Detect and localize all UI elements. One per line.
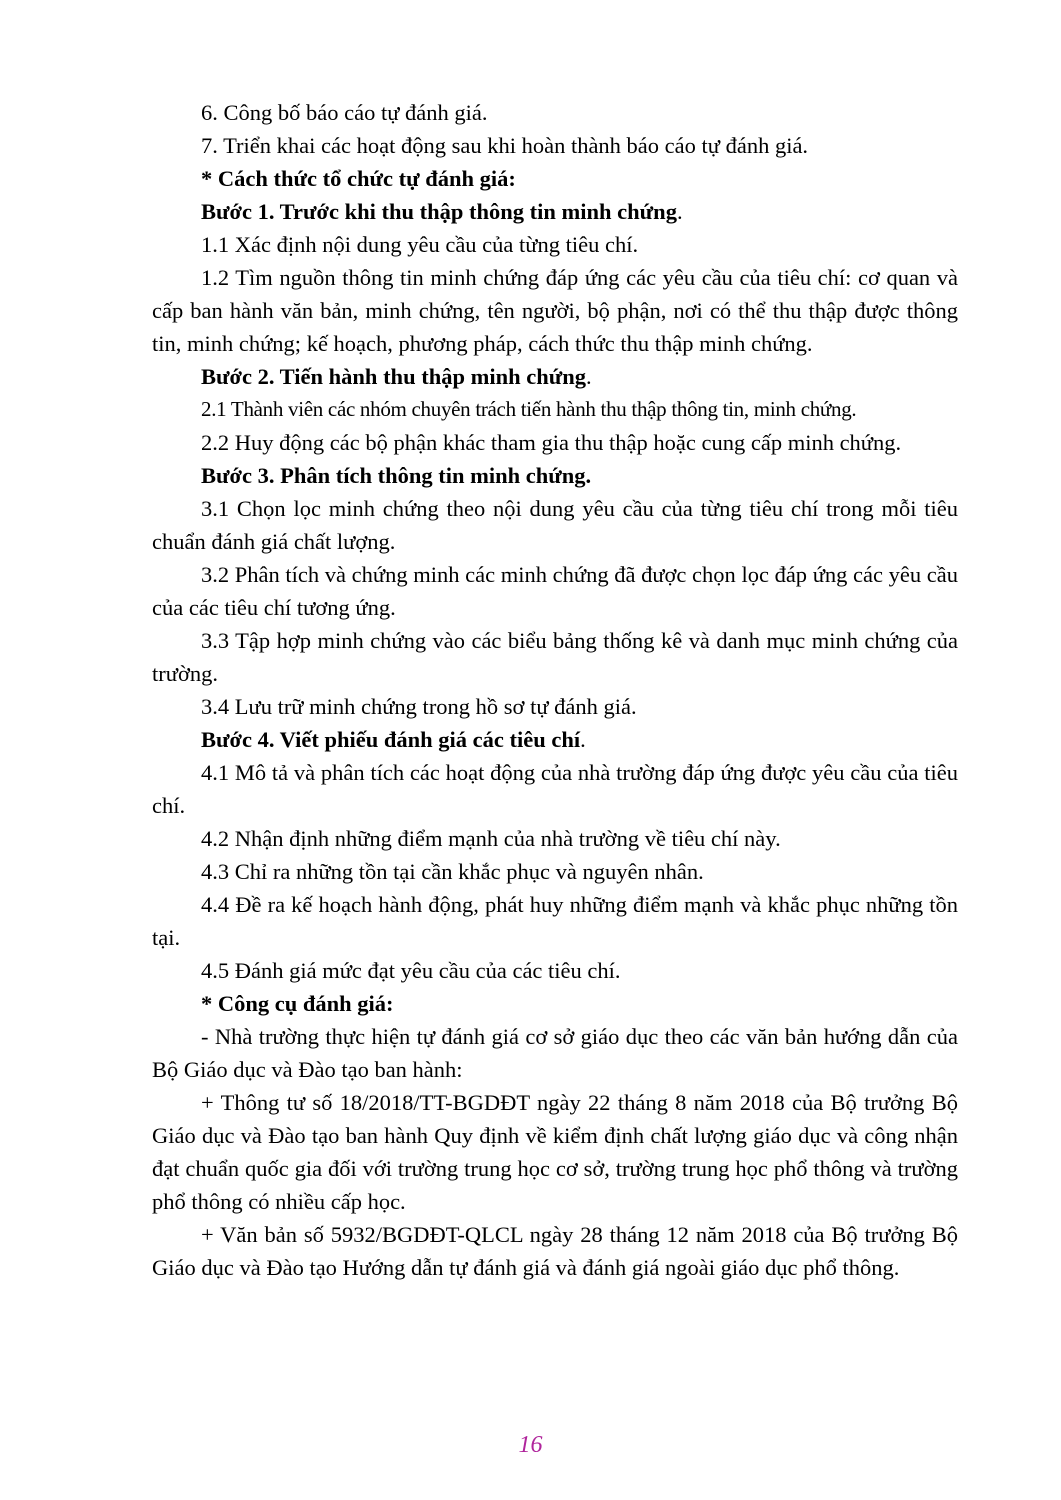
paragraph-1-1: 1.1 Xác định nội dung yêu cầu của từng tiêu chí. <box>201 232 639 257</box>
paragraph-item-7: 7. Triển khai các hoạt động sau khi hoàn thành báo cáo tự đánh giá. <box>201 133 809 158</box>
paragraph-1-2: 1.2 Tìm nguồn thông tin minh chứng đáp ứng các yêu cầu của tiêu chí: cơ quan và cấp ban hành văn bản, minh chứng, tên người, bộ phận, nơi có thể thu thập được thông tin, minh chứng; kế hoạch, phương pháp, cách thức thu thập minh chứng. <box>152 265 958 356</box>
section-heading-organization: * Cách thức tổ chức tự đánh giá: <box>201 166 516 191</box>
step-2-title: Bước 2. Tiến hành thu thập minh chứng <box>201 364 587 389</box>
paragraph-item-6: 6. Công bố báo cáo tự đánh giá. <box>201 100 488 125</box>
step-4-period: . <box>580 727 586 752</box>
step-1-heading <box>152 195 958 228</box>
paragraph-3-3: 3.3 Tập hợp minh chứng vào các biểu bảng thống kê và danh mục minh chứng của trường. <box>152 628 958 686</box>
paragraph-2-1: 2.1 Thành viên các nhóm chuyên trách tiến hành thu thập thông tin, minh chứng. <box>201 397 857 421</box>
paragraph-circular-18: + Thông tư số 18/2018/TT-BGDĐT ngày 22 tháng 8 năm 2018 của Bộ trưởng Bộ Giáo dục và Đào tạo ban hành Quy định về kiểm định chất lượng giáo dục và công nhận đạt chuẩn quốc gia đối với trường trung học cơ sở, trường trung học phổ thông và trường phổ thông có nhiều cấp học. <box>152 1090 958 1214</box>
document-body <box>152 96 958 1284</box>
step-4-title: Bước 4. Viết phiếu đánh giá các tiêu chí <box>201 727 581 752</box>
step-2-heading <box>152 360 958 393</box>
step-2-period: . <box>586 364 592 389</box>
paragraph-4-5: 4.5 Đánh giá mức đạt yêu cầu của các tiêu chí. <box>201 958 621 983</box>
step-1-title: Bước 1. Trước khi thu thập thông tin minh chứng <box>201 199 677 224</box>
paragraph-4-4: 4.4 Đề ra kế hoạch hành động, phát huy những điểm mạnh và khắc phục những tồn tại. <box>152 892 958 950</box>
page-number: 16 <box>518 1432 543 1458</box>
paragraph-document-5932: + Văn bản số 5932/BGDĐT-QLCL ngày 28 tháng 12 năm 2018 của Bộ trưởng Bộ Giáo dục và Đào tạo Hướng dẫn tự đánh giá và đánh giá ngoài giáo dục phổ thông. <box>152 1222 958 1280</box>
paragraph-tools-intro: - Nhà trường thực hiện tự đánh giá cơ sở giáo dục theo các văn bản hướng dẫn của Bộ Giáo dục và Đào tạo ban hành: <box>152 1024 958 1082</box>
step-3-heading: Bước 3. Phân tích thông tin minh chứng. <box>201 463 592 488</box>
paragraph-2-2: 2.2 Huy động các bộ phận khác tham gia thu thập hoặc cung cấp minh chứng. <box>201 430 902 455</box>
paragraph-4-2: 4.2 Nhận định những điểm mạnh của nhà trường về tiêu chí này. <box>201 826 781 851</box>
step-1-period: . <box>676 199 683 224</box>
step-4-heading <box>152 723 958 756</box>
paragraph-3-1: 3.1 Chọn lọc minh chứng theo nội dung yêu cầu của từng tiêu chí trong mỗi tiêu chuẩn đánh giá chất lượng. <box>152 496 958 554</box>
paragraph-4-3: 4.3 Chỉ ra những tồn tại cần khắc phục và nguyên nhân. <box>201 859 704 884</box>
paragraph-3-2: 3.2 Phân tích và chứng minh các minh chứng đã được chọn lọc đáp ứng các yêu cầu của các tiêu chí tương ứng. <box>152 562 958 620</box>
section-heading-tools: * Công cụ đánh giá: <box>201 991 394 1016</box>
paragraph-4-1: 4.1 Mô tả và phân tích các hoạt động của nhà trường đáp ứng được yêu cầu của tiêu chí. <box>152 760 958 818</box>
paragraph-3-4: 3.4 Lưu trữ minh chứng trong hồ sơ tự đánh giá. <box>201 694 637 719</box>
